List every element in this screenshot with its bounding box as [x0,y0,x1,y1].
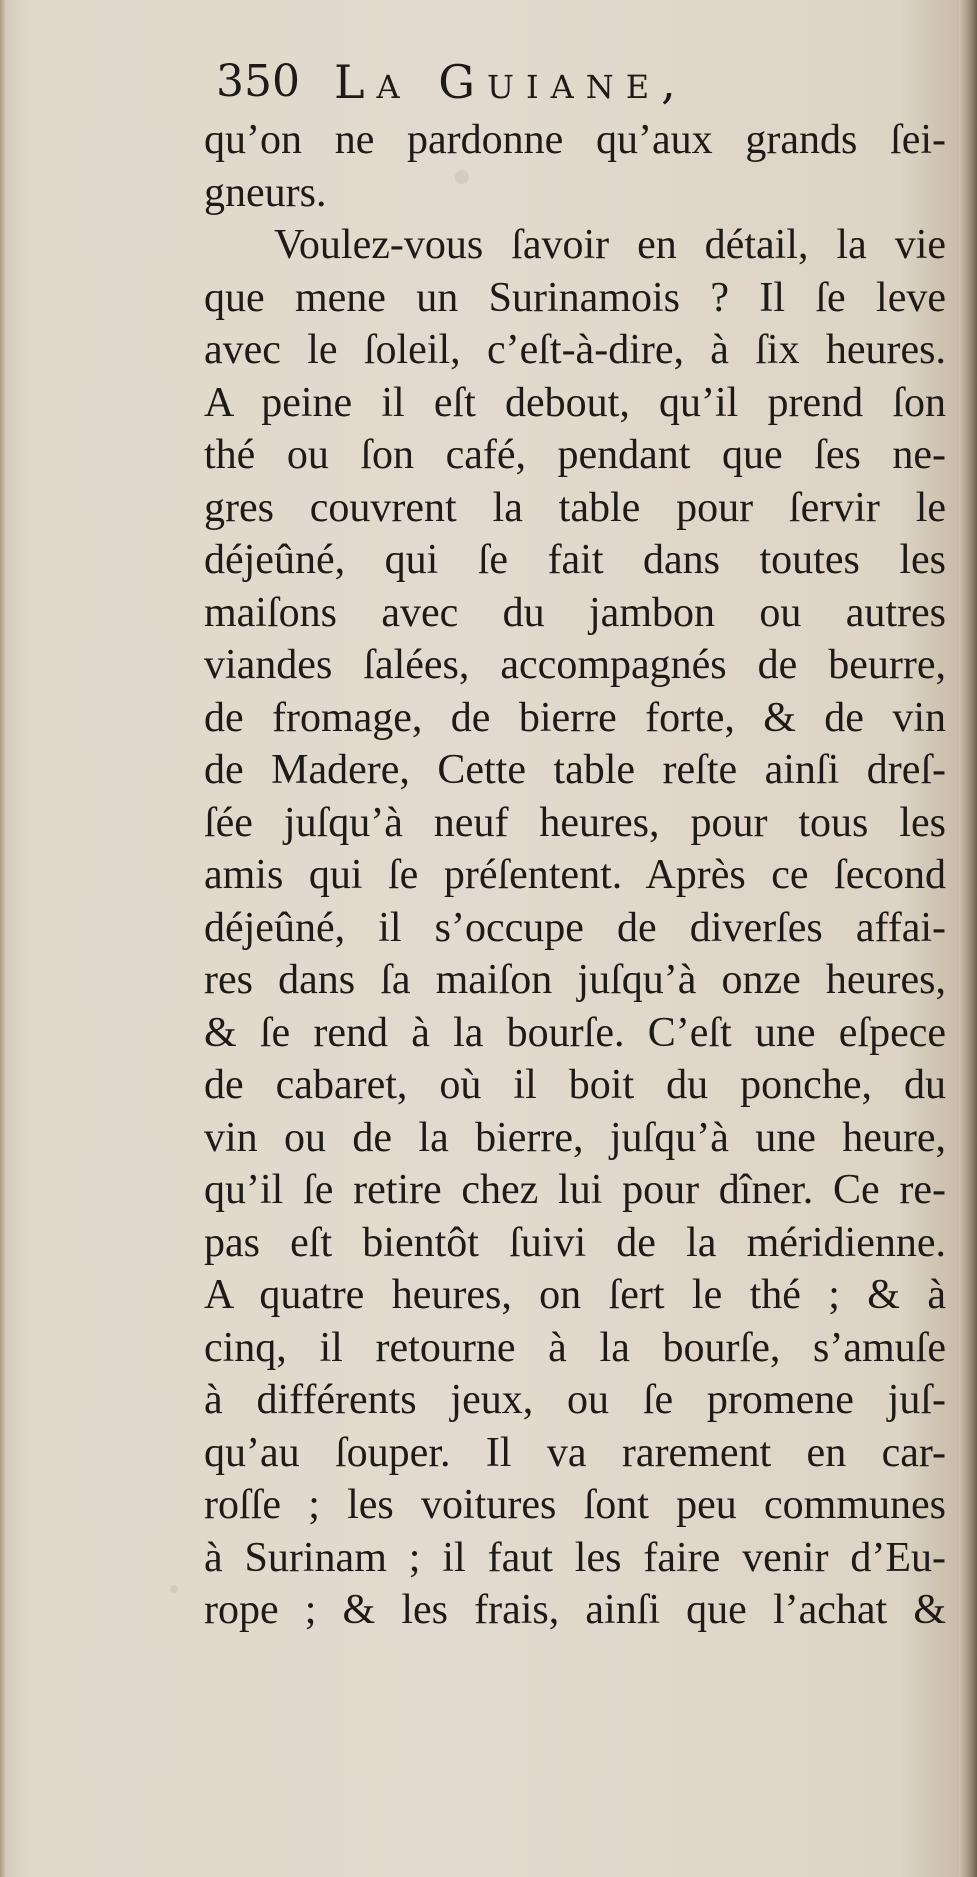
text-line: Voulez-vous ſavoir en détail, la vie [274,222,946,268]
text-line: que mene un Surinamois ? Il ſe leve [204,274,946,321]
text-line: pas eſt bientôt ſuivi de la méridienne. [204,1219,946,1266]
text-line: vin ou de la bierre, juſqu’à une heure, [204,1114,946,1161]
body-text [204,114,946,1637]
text-line: de Madere, Cette table reſte ainſi dreſ- [204,747,946,793]
text-line: maiſons avec du jambon ou autres [204,589,946,636]
page-header [216,52,836,112]
text-line: viandes ſalées, accompagnés de beurre, [204,642,946,688]
text-line: roſſe ; les voitures ſont peu communes [204,1482,946,1528]
text-line: gres couvrent la table pour ſervir le [204,484,946,531]
page-number: 350 [216,56,300,107]
text-line: gneurs. [204,169,327,216]
text-line: qu’on ne pardonne qu’aux grands ſei- [204,117,946,163]
text-line: A peine il eſt debout, qu’il prend ſon [204,379,946,426]
text-line: déjeûné, il s’occupe de diverſes affai- [204,904,946,951]
text-line: à différents jeux, ou ſe promene juſ- [204,1377,946,1423]
text-line: res dans ſa maiſon juſqu’à onze heures, [204,957,946,1003]
text-line: cinq, il retourne à la bourſe, s’amuſe [204,1324,946,1371]
text-line: & ſe rend à la bourſe. C’eſt une eſpece [204,1009,946,1056]
text-line: amis qui ſe préſentent. Après ce ſecond [204,852,946,898]
page-left-edge [0,0,6,1877]
text-line: thé ou ſon café, pendant que ſes ne- [204,432,946,478]
ink-spot [170,1585,178,1593]
text-line: de cabaret, où il boit du ponche, du [204,1062,946,1108]
text-line: de fromage, de bierre forte, & de vin [204,694,946,741]
text-line: qu’il ſe retire chez lui pour dîner. Ce re- [204,1167,946,1213]
text-line: A quatre heures, on ſert le thé ; & à [204,1272,946,1318]
text-line: ſée juſqu’à neuf heures, pour tous les [204,799,946,846]
text-line: rope ; & les frais, ainſi que l’achat & [204,1587,946,1633]
running-head: La Guiane, [334,55,688,109]
page-right-edge [959,0,977,1877]
text-line: avec le ſoleil, c’eſt-à-dire, à ſix heures. [204,327,946,373]
text-line: à Surinam ; il faut les faire venir d’Eu- [204,1534,946,1581]
text-line: déjeûné, qui ſe fait dans toutes les [204,537,946,583]
text-line: qu’au ſouper. Il va rarement en car- [204,1429,946,1476]
